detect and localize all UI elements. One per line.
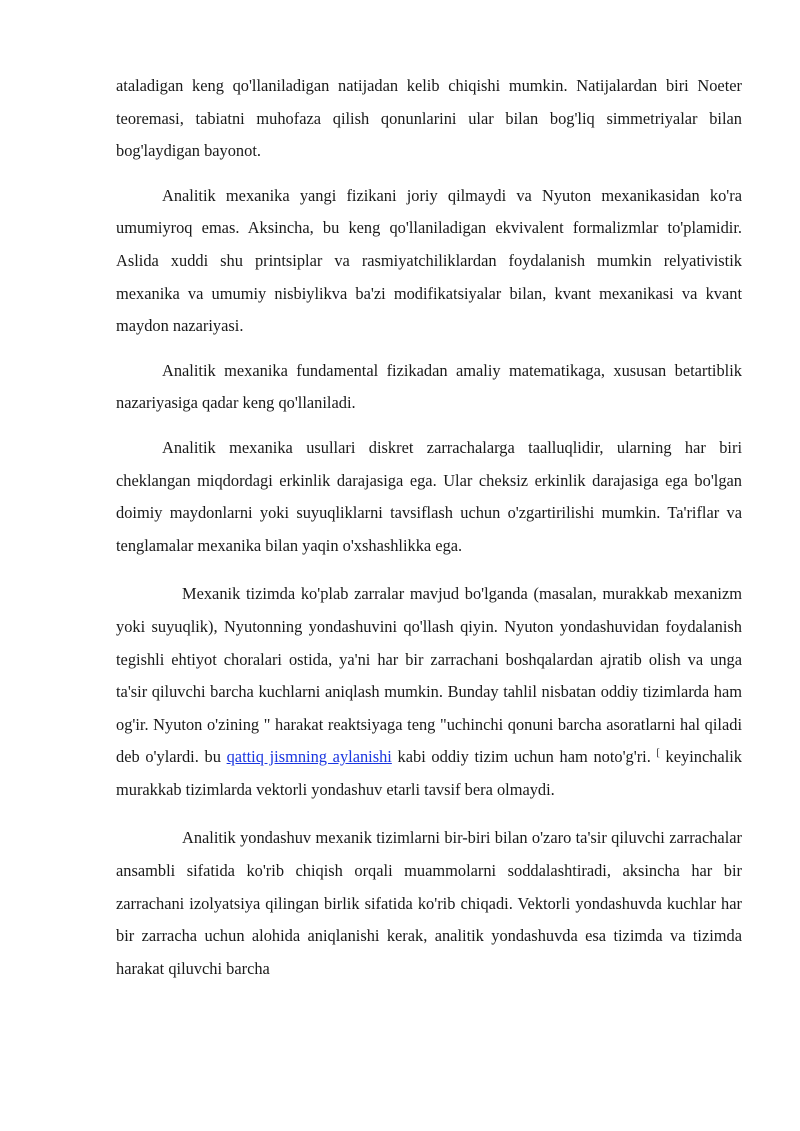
rigid-body-rotation-link[interactable]: qattiq jismning aylanishi — [226, 747, 392, 767]
paragraph-2: Analitik mexanika yangi fizikani joriy qilmaydi va Nyuton mexanikasidan ko'ra umumiyroq emas. Aksincha, bu keng qo'llaniladigan ekvivalent formalizmlar to'plamidir. Aslida xuddi shu printsiplar va rasmiyatchiliklardan foydalanish mumkin relyativistik mexanika va umumiy nisbiylikva ba'zi modifikatsiyalar bilan, kvant mexanikasi va kvant maydon nazariyasi. — [116, 185, 742, 336]
paragraph-5-text-b: kabi oddiy tizim uchun ham noto'g'ri. — [391, 747, 651, 767]
paragraph-5 — [116, 578, 742, 806]
paragraph-5-text-c: keyinchalik murakkab tizimlarda vektorli yondashuv etarli tavsif bera olmaydi. — [116, 747, 743, 799]
paragraph-6: Analitik yondashuv mexanik tizimlarni bir-biri bilan o'zaro ta'sir qiluvchi zarrachalar ansambli sifatida ko'rib chiqish orqali muammolarni soddalashtiradi, aksincha har bir zarrachani izolyatsiya qilingan birlik sifatida ko'rib chiqadi. Vektorli yondashuvda kuchlar har bir zarracha uchun alohida aniqlanishi kerak, analitik yondashuvda esa tizimda va tizimda harakat qiluvchi barcha — [116, 828, 742, 978]
citation-marker: [ — [656, 747, 660, 759]
paragraph-4: Analitik mexanika usullari diskret zarrachalarga taalluqlidir, ularning har biri cheklangan miqdordagi erkinlik darajasiga ega. Ular cheksiz erkinlik darajasiga ega bo'lgan doimiy maydonlarni yoki suyuqliklarni tavsiflash uchun o'zgartirilishi mumkin. Ta'riflar va tenglamalar mexanika bilan yaqin o'xshashlikka ega. — [116, 437, 742, 555]
paragraph-1: ataladigan keng qo'llaniladigan natijadan kelib chiqishi mumkin. Natijalardan biri Noeter teoremasi, tabiatni muhofaza qilish qonunlarini ular bilan bog'liq simmetriyalar bilan bog'laydigan bayonot. — [116, 76, 742, 161]
document-body — [116, 70, 742, 985]
paragraph-3: Analitik mexanika fundamental fizikadan amaliy matematikaga, xususan betartiblik nazariyasiga qadar keng qo'llaniladi. — [116, 360, 742, 413]
paragraph-5-text-a: Mexanik tizimda ko'plab zarralar mavjud bo'lganda (masalan, murakkab mexanizm yoki suyuqlik), Nyutonning yondashuvini qo'llash qiyin. Nyuton yondashuvidan foydalanish tegishli ehtiyot choralari ostida, ya'ni har bir zarrachani boshqalardan ajratib olish va unga ta'sir qiluvchi barcha kuchlarni aniqlash mumkin. Bunday tahlil nisbatan oddiy tizimlarda ham og'ir. Nyuton o'zining " harakat reaktsiyaga teng "uchinchi qonuni barcha asoratlarni hal qiladi deb o'ylardi. bu — [116, 584, 742, 767]
